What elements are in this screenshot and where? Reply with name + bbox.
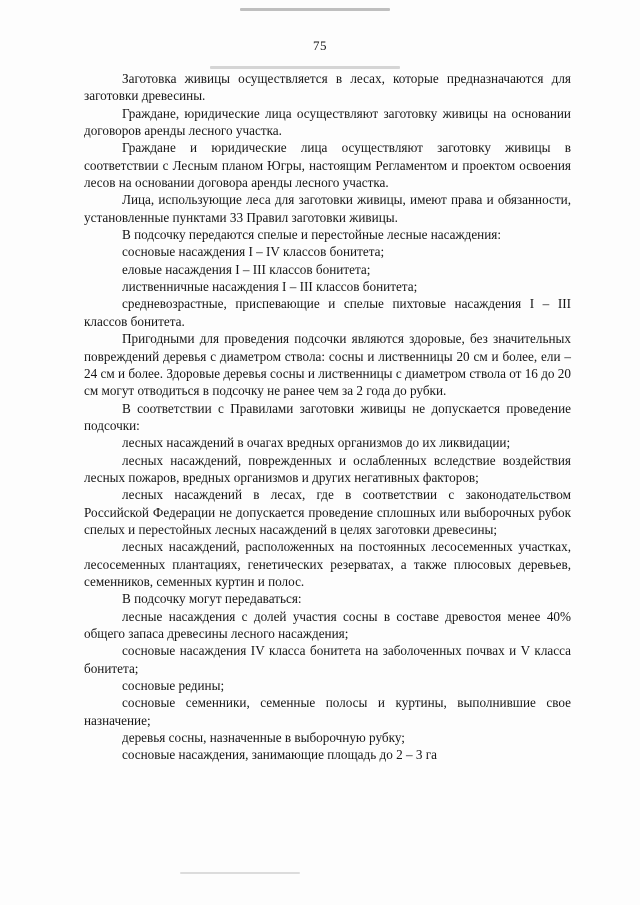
paragraph: Лица, использующие леса для заготовки живицы, имеют права и обязанности, установленные пунктами 33 Правил заготовки живицы. (84, 192, 571, 225)
list-item: лесных насаждений, поврежденных и ослабленных вследствие воздействия лесных пожаров, вредных организмов и других негативных факторов; (84, 452, 571, 485)
list-item: средневозрастные, приспевающие и спелые пихтовые насаждения I – III классов бонитета. (84, 296, 571, 329)
paragraph: Пригодными для проведения подсочки являются здоровые, без значительных повреждений деревья с диаметром ствола: сосны и лиственницы 20 см и более, ели – 24 см и более. Здоровые деревья сосны и лиственницы с диаметром ствола от 16 до 20 см могут отводиться в подсочку не ранее чем за 2 года до рубки. (84, 331, 571, 399)
paragraph: Заготовка живицы осуществляется в лесах, которые предназначаются для заготовки древесины. (84, 71, 571, 104)
list-item: сосновые насаждения, занимающие площадь до 2 – 3 га (122, 747, 438, 763)
list-item: лесные насаждения с долей участия сосны в составе древостоя менее 40% общего запаса древесины лесного насаждения; (84, 608, 571, 641)
paragraph: Граждане и юридические лица осуществляют заготовку живицы в соответствии с Лесным планом Югры, настоящим Регламентом и проектом освоения лесов на основании договора аренды лесного участка. (84, 140, 571, 191)
scan-artifact (210, 66, 400, 69)
paragraph: В подсочку могут передаваться: (122, 591, 302, 607)
list-item: еловые насаждения I – III классов бонитета; (122, 261, 371, 277)
list-item: сосновые насаждения IV класса бонитета на заболоченных почвах и V класса бонитета; (84, 643, 571, 676)
list-item: лиственничные насаждения I – III классов бонитета; (122, 279, 418, 295)
list-item: деревья сосны, назначенные в выборочную рубку; (122, 730, 405, 746)
paragraph: В подсочку передаются спелые и перестойные лесные насаждения: (122, 227, 502, 243)
scan-artifact (180, 872, 300, 874)
page-number: 75 (313, 38, 327, 53)
list-item: лесных насаждений в очагах вредных организмов до их ликвидации; (122, 435, 511, 451)
list-item: лесных насаждений, расположенных на постоянных лесосеменных участках, лесосеменных плантациях, генетических резерватах, а также плюсовых деревьев, семенников, семенных куртин и полос. (84, 539, 571, 589)
list-item: сосновые насаждения I – IV классов бонитета; (122, 244, 385, 260)
document-body (84, 70, 571, 764)
list-item: сосновые редины; (122, 678, 225, 694)
paragraph: Граждане, юридические лица осуществляют заготовку живицы на основании договоров аренды лесного участка. (84, 105, 571, 139)
list-item: сосновые семенники, семенные полосы и куртины, выполнившие свое назначение; (84, 695, 571, 728)
paragraph: В соответствии с Правилами заготовки живицы не допускается проведение подсочки: (84, 400, 571, 433)
list-item: лесных насаждений в лесах, где в соответствии с законодательством Российской Федерации не допускается проведение сплошных или выборочных рубок спелых и перестойных лесных насаждений в целях заготовки древесины; (84, 487, 571, 537)
scan-artifact (240, 8, 390, 11)
